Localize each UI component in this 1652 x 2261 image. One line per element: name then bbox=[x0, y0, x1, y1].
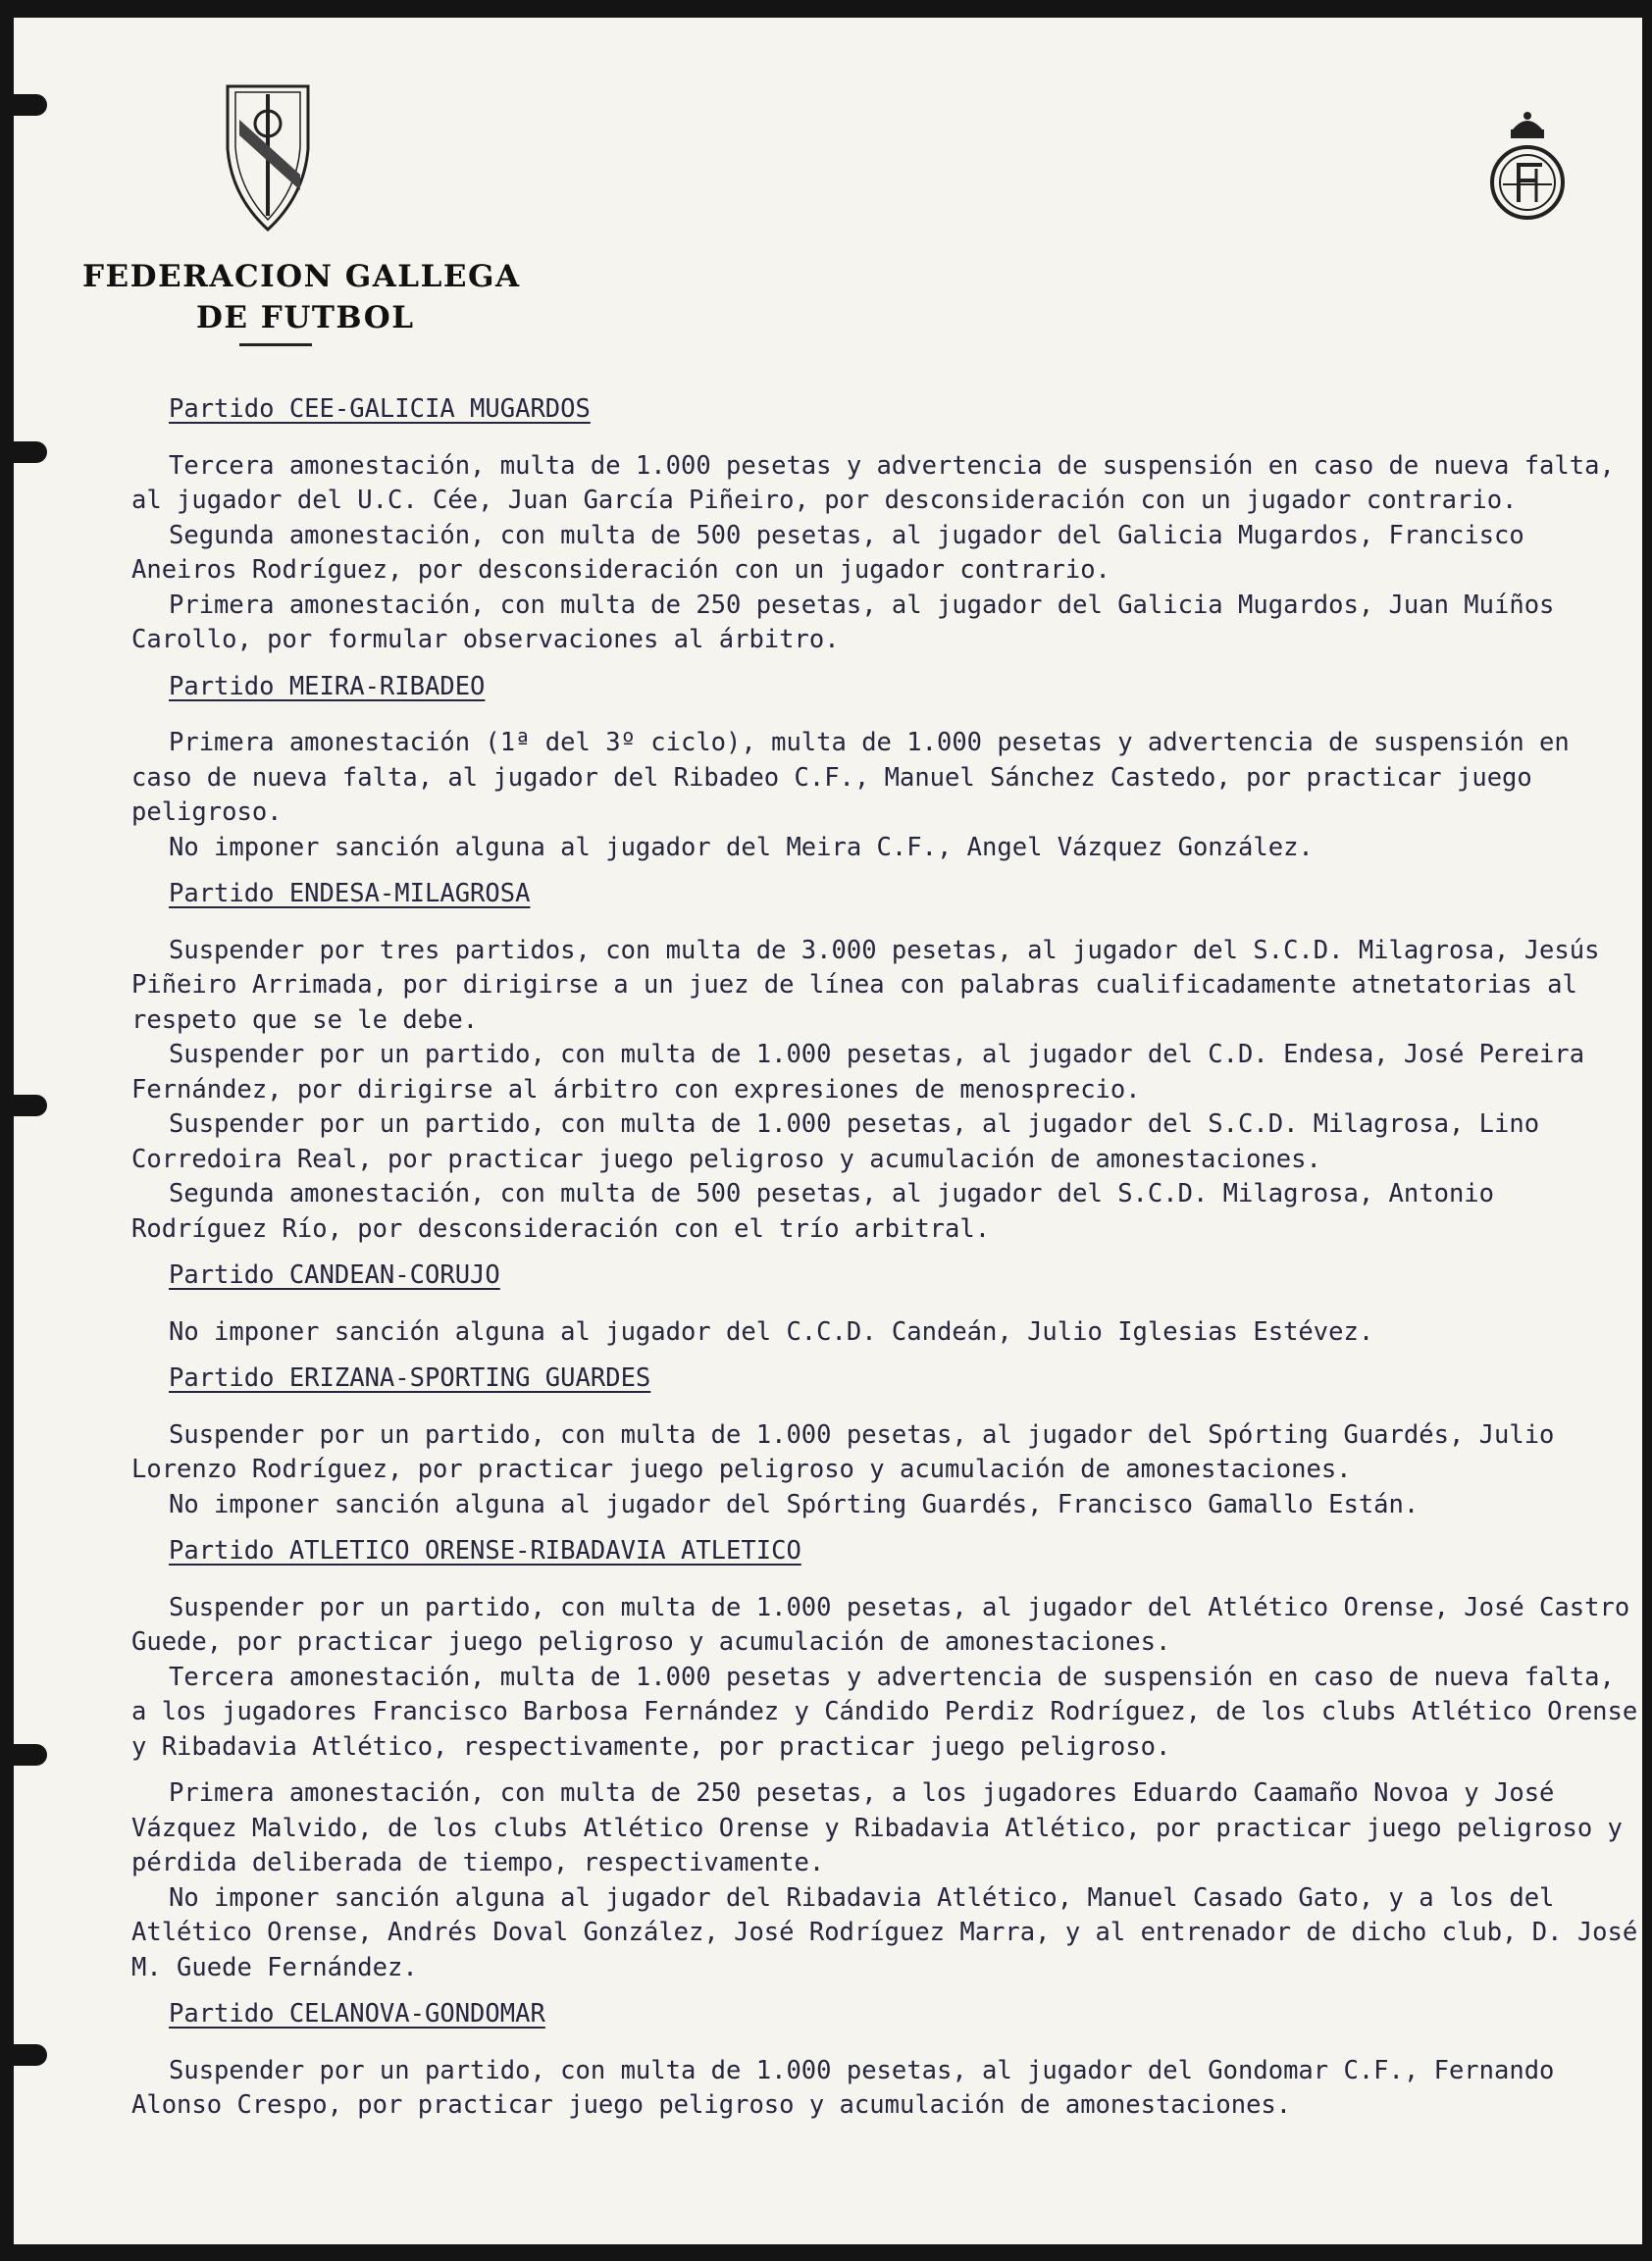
sanction-paragraph: No imponer sanción alguna al jugador del Ribadavia Atlético, Manuel Casado Gato, y a los del Atlético Orense, Andrés Doval González, José Rodríguez Marra, y al entrenador de dicho club, D. José M. Guede Fernández. bbox=[131, 1882, 1638, 1982]
sanction-paragraph: No imponer sanción alguna al jugador del C.C.D. Candeán, Julio Iglesias Estévez. bbox=[169, 1316, 1374, 1347]
match-section-erizana-sporting-guardes bbox=[131, 1362, 1642, 1522]
binder-hole bbox=[14, 2044, 47, 2066]
sanction-paragraph: Segunda amonestación, con multa de 500 pesetas, al jugador del Galicia Mugardos, Francisco Aneiros Rodríguez, por desconsideración con un jugador contrario. bbox=[131, 520, 1524, 585]
sanction-paragraph: Suspender por tres partidos, con multa de 3.000 pesetas, al jugador del S.C.D. Milagrosa, Jesús Piñeiro Arrimada, por dirigirse a un juez de línea con palabras cualificadamente atnetatorias al respeto que se le debe. bbox=[131, 935, 1600, 1035]
binder-hole bbox=[14, 441, 47, 463]
sanction-paragraph: Suspender por un partido, con multa de 1.000 pesetas, al jugador del Atlético Orense, José Castro Guede, por practicar juego peligroso y acumulación de amonestaciones. bbox=[131, 1592, 1630, 1657]
royal-federation-crown-logo bbox=[1483, 108, 1572, 224]
header-rule bbox=[239, 343, 312, 346]
match-title: Partido ATLETICO ORENSE-RIBADAVIA ATLETICO bbox=[169, 1536, 801, 1566]
match-title: Partido CANDEAN-CORUJO bbox=[169, 1260, 500, 1290]
match-section-celanova-gondomar bbox=[131, 1997, 1642, 2124]
match-section-endesa-milagrosa bbox=[131, 877, 1642, 1247]
match-title: Partido ERIZANA-SPORTING GUARDES bbox=[169, 1363, 651, 1393]
document-body bbox=[131, 392, 1642, 2124]
sanction-paragraph: Primera amonestación, con multa de 250 pesetas, a los jugadores Eduardo Caamaño Novoa y José Vázquez Malvido, de los clubs Atlético Orense y Ribadavia Atlético, por practicar juego peligroso y pérdida deliberada de tiempo, respectivamente. bbox=[131, 1778, 1623, 1877]
match-title: Partido ENDESA-MILAGROSA bbox=[169, 879, 531, 908]
match-title: Partido CELANOVA-GONDOMAR bbox=[169, 1999, 545, 2029]
sanction-paragraph: No imponer sanción alguna al jugador del Spórting Guardés, Francisco Gamallo Están. bbox=[169, 1489, 1420, 1519]
sanction-paragraph: Primera amonestación, con multa de 250 pesetas, al jugador del Galicia Mugardos, Juan Muíños Carollo, por formular observaciones al árbitro. bbox=[131, 590, 1555, 654]
match-section-candean-corujo bbox=[131, 1259, 1642, 1350]
match-section-atletico-orense-ribadavia bbox=[131, 1534, 1642, 1985]
binder-hole bbox=[14, 1744, 47, 1766]
sanction-paragraph: Suspender por un partido, con multa de 1.000 pesetas, al jugador del S.C.D. Milagrosa, Lino Corredoira Real, por practicar juego peligroso y acumulación de amonestaciones. bbox=[131, 1109, 1540, 1174]
binder-hole bbox=[14, 94, 47, 116]
org-name-line1: FEDERACION GALLEGA bbox=[82, 259, 521, 294]
federation-shield-logo bbox=[222, 80, 314, 235]
binder-hole bbox=[14, 1095, 47, 1116]
match-section-meira-ribadeo bbox=[131, 670, 1642, 866]
sanction-paragraph: Tercera amonestación, multa de 1.000 pesetas y advertencia de suspensión en caso de nueva falta, al jugador del U.C. Cée, Juan García Piñeiro, por desconsideración con un jugador contrario. bbox=[131, 450, 1615, 515]
sanction-paragraph: Suspender por un partido, con multa de 1.000 pesetas, al jugador del C.D. Endesa, José Pereira Fernández, por dirigirse al árbitro con expresiones de menosprecio. bbox=[131, 1040, 1585, 1105]
match-title: Partido MEIRA-RIBADEO bbox=[169, 671, 486, 701]
sanction-paragraph: Primera amonestación (1ª del 3º ciclo), multa de 1.000 pesetas y advertencia de suspensión en caso de nueva falta, al jugador del Ribadeo C.F., Manuel Sánchez Castedo, por practicar juego peligroso. bbox=[131, 728, 1570, 827]
match-title: Partido CEE-GALICIA MUGARDOS bbox=[169, 394, 591, 424]
sanction-paragraph: Suspender por un partido, con multa de 1.000 pesetas, al jugador del Gondomar C.F., Fernando Alonso Crespo, por practicar juego peligroso y acumulación de amonestaciones. bbox=[131, 2055, 1555, 2120]
match-section-cee-galicia-mugardos bbox=[131, 392, 1642, 658]
org-name-line2: DE FUTBOL bbox=[196, 300, 415, 335]
sanction-paragraph: Tercera amonestación, multa de 1.000 pesetas y advertencia de suspensión en caso de nueva falta, a los jugadores Francisco Barbosa Fernández y Cándido Perdiz Rodríguez, de los clubs Atlético Orense y Ribadavia Atlético, respectivamente, por practicar juego peligroso. bbox=[131, 1662, 1638, 1762]
sanction-paragraph: Suspender por un partido, con multa de 1.000 pesetas, al jugador del Spórting Guardés, Julio Lorenzo Rodríguez, por practicar juego peligroso y acumulación de amonestaciones. bbox=[131, 1419, 1555, 1484]
sanction-paragraph: No imponer sanción alguna al jugador del Meira C.F., Angel Vázquez González. bbox=[169, 832, 1314, 862]
sanction-paragraph: Segunda amonestación, con multa de 500 pesetas, al jugador del S.C.D. Milagrosa, Antonio Rodríguez Río, por desconsideración con el trío arbitral. bbox=[131, 1179, 1495, 1244]
